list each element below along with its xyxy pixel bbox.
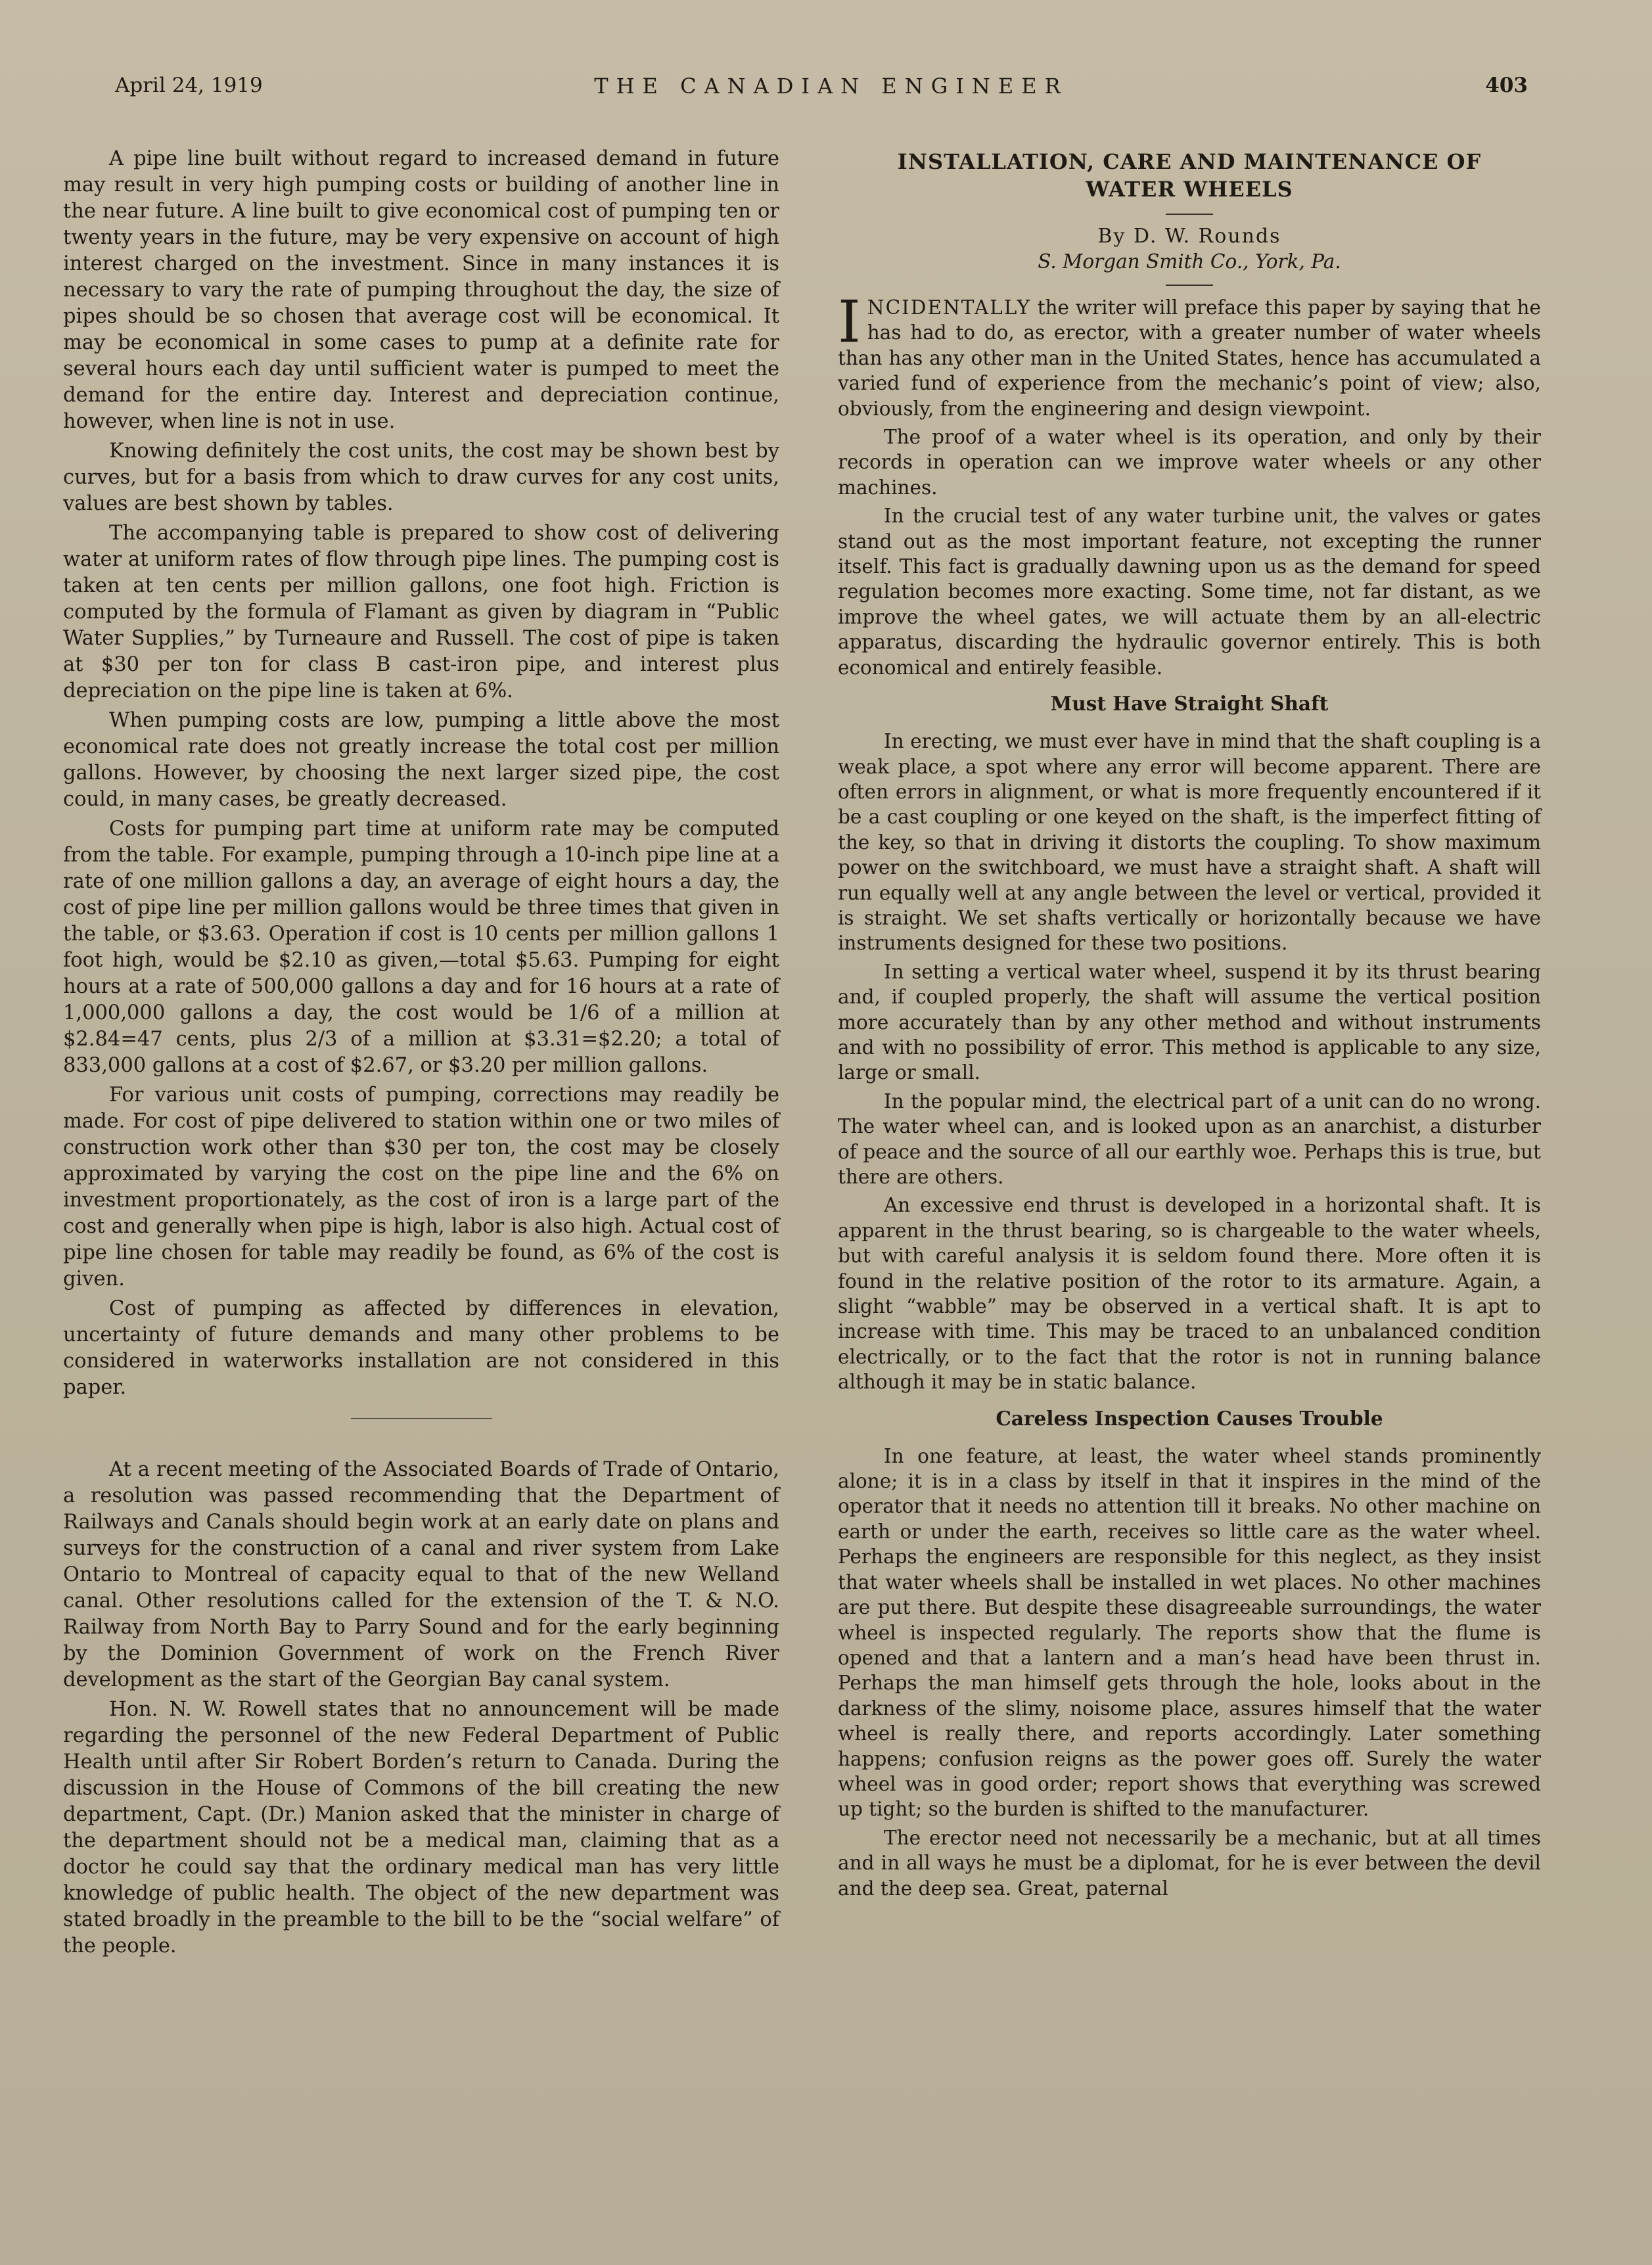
publication-title: THE CANADIAN ENGINEER <box>594 74 1068 99</box>
section-heading: Careless Inspection Causes Trouble <box>996 1406 1383 1430</box>
lead-in-caps: NCIDENTALLY <box>867 296 1031 319</box>
body-paragraph: An excessive end thrust is developed in a horizontal shaft. It is apparent in the thrust bearing, so is chargeable to the water wheels, but with careful analysis it is seldom found there. More often it is found in the relative position of the rotor to its armature. Again, a slight “wabble” may be observed in a vertical shaft. It is apt to increase with time. This may be traced to an unbalanced condition electrically, or to the fact that the rotor is not in running balance although it may be in static balance. <box>838 1194 1541 1394</box>
article-title-line-1: INSTALLATION, CARE AND MAINTENANCE OF <box>897 149 1482 174</box>
title-rule <box>1166 214 1213 215</box>
section-heading: Must Have Straight Shaft <box>1050 692 1329 716</box>
news-paragraph: At a recent meeting of the Associated Boards of Trade of Ontario, a resolution was passed recommending that the Department of Railways and Canals should begin work at an early date on plans and surveys for the construction of a canal and river system from Lake Ontario to Montreal of capacity equal to that of the new Welland canal. Other resolutions called for the extension of the T. & N.O. Railway from North Bay to Parry Sound and for the early beginning by the Dominion Government of work on the French River development as the start of the Georgian Bay canal system. <box>63 1458 779 1691</box>
left-column <box>63 146 779 1963</box>
drop-cap: I <box>838 288 861 355</box>
intro-paragraph <box>838 288 1541 421</box>
intro-text: the writer will preface this paper by saying that he has had to do, as erector, with a greater number of water wheels than has any other man in the United States, hence has accumulated a varied fund of experience from the mechanic’s point of view; also, obviously, from the engineering and design viewpoint. <box>838 296 1541 420</box>
body-paragraph: In setting a vertical water wheel, suspend it by its thrust bearing and, if coupled properly, the shaft will assume the vertical position more accurately than by any other method and without instruments and with no possibility of error. This method is applicable to any size, large or small. <box>838 960 1541 1084</box>
body-paragraph: In the popular mind, the electrical part of a unit can do no wrong. The water wheel can, and is looked upon as an anarchist, a disturber of peace and the source of all our earthly woe. Perhaps this is true, but there are others. <box>838 1089 1541 1188</box>
author-affiliation: S. Morgan Smith Co., York, Pa. <box>1038 250 1341 273</box>
page-header <box>115 74 1528 113</box>
body-paragraph: The proof of a water wheel is its operation, and only by their records in operation can we improve water wheels or any other machines. <box>838 426 1541 499</box>
body-paragraph: The accompanying table is prepared to show cost of delivering water at uniform rates of flow through pipe lines. The pumping cost is taken at ten cents per million gallons, one foot high. Friction is computed by the formula of Flamant as given by diagram in “Public Water Supplies,” by Turneaure and Russell. The cost of pipe is taken at $30 per ton for class B cast-iron pipe, and interest plus depreciation on the pipe line is taken at 6%. <box>63 522 779 702</box>
body-paragraph: The erector need not necessarily be a mechanic, but at all times and in all ways he must be a diplomat, for he is ever between the devil and the deep sea. Great, paternal <box>838 1826 1541 1900</box>
body-paragraph: Costs for pumping part time at uniform rate may be computed from the table. For example, pumping through a 10-inch pipe line at a rate of one million gallons a day, an average of eight hours a day, the cost of pipe line per million gallons would be three times that given in the table, or $3.63. Operation if cost is 10 cents per million gallons 1 foot high, would be $2.10 as given,—total $5.63. Pumping for eight hours at a rate of 500,000 gallons a day and for 16 hours at a rate of 1,000,000 gallons a day, the cost would be 1/6 of a million at $2.84=47 cents, plus 2/3 of a million at $3.31=$2.20; a total of 833,000 gallons at a cost of $2.67, or $3.20 per million gallons. <box>63 817 779 1077</box>
right-column <box>838 148 1541 1904</box>
byline-rule <box>1166 285 1213 286</box>
body-paragraph: Cost of pumping as affected by differences in elevation, uncertainty of future demands and many other problems to be considered in waterworks installation are not considered in this paper. <box>63 1297 779 1399</box>
article-title-line-2: WATER WHEELS <box>1086 177 1293 202</box>
body-paragraph: When pumping costs are low, pumping a little above the most economical rate does not greatly increase the total cost per million gallons. However, by choosing the next larger sized pipe, the cost could, in many cases, be greatly decreased. <box>63 709 779 811</box>
article-byline: By D. W. Rounds <box>1097 225 1281 248</box>
page-number: 403 <box>1485 74 1528 97</box>
body-paragraph: In erecting, we must ever have in mind that the shaft coupling is a weak place, a spot where any error will become apparent. There are often errors in alignment, or what is more frequently encountered if it be a cast coupling or one keyed on the shaft, is the imperfect fitting of the key, so that in driving it distorts the coupling. To show maximum power on the switchboard, we must have a straight shaft. A shaft will run equally well at any angle between the level or vertical, provided it is straight. We set shafts vertically or horizontally because we have instruments designed for these two positions. <box>838 730 1541 955</box>
body-paragraph: For various unit costs of pumping, corrections may readily be made. For cost of pipe delivered to station within one or two miles of construction work other than $30 per ton, the cost may be closely approximated by varying the cost on the pipe line and the 6% on investment proportionately, as the cost of iron is a large part of the cost and generally when pipe is high, labor is also high. Actual cost of pipe line chosen for table may readily be found, as 6% of the cost is given. <box>63 1084 779 1291</box>
body-paragraph: A pipe line built without regard to increased demand in future may result in very high pumping costs or building of another line in the near future. A line built to give economical cost of pumping ten or twenty years in the future, may be very expensive on account of high interest charged on the investment. Since in many instances it is necessary to vary the rate of pumping throughout the day, the size of pipes should be so chosen that average cost will be economical. It may be economical in some cases to pump at a definite rate for several hours each day until sufficient water is pumped to meet the demand for the entire day. Interest and depreciation continue, however, when line is not in use. <box>63 147 779 433</box>
body-paragraph: Knowing definitely the cost units, the cost may be shown best by curves, but for a basis from which to draw curves for any cost units, values are best shown by tables. <box>63 440 779 515</box>
body-paragraph: In one feature, at least, the water wheel stands prominently alone; it is in a class by itself in that it inspires in the mind of the operator that it needs no attention till it breaks. No other machine on earth or under the earth, receives so little care as the water wheel. Perhaps the engineers are responsible for this neglect, as they insist that water wheels shall be installed in wet places. No other machines are put there. But despite these disagreeable surroundings, the water wheel is inspected regularly. The reports show that the flume is opened and that a lantern and a man’s head have been thrust in. Perhaps the man himself gets through the hole, looks about in the darkness of the slimy, noisome place, assures himself that the water wheel is really there, and reports accordingly. Later something happens; confusion reigns as the power goes off. Surely the water wheel was in good order; report shows that everything was screwed up tight; so the burden is shifted to the manufacturer. <box>838 1444 1541 1821</box>
news-paragraph: Hon. N. W. Rowell states that no announcement will be made regarding the personnel of the new Federal Department of Public Health until after Sir Robert Borden’s return to Canada. During the discussion in the House of Commons of the bill creating the new department, Capt. (Dr.) Manion asked that the minister in charge of the department should not be a medical man, claiming that as a doctor he could say that the ordinary medical man has very little knowledge of public health. The object of the new department was stated broadly in the preamble to the bill to be the “social welfare” of the people. <box>63 1698 779 1957</box>
issue-date: April 24, 1919 <box>115 74 263 97</box>
body-paragraph: In the crucial test of any water turbine unit, the valves or gates stand out as the most important feature, not excepting the runner itself. This fact is gradually dawning upon us as the demand for speed regulation becomes more exacting. Some time, not far distant, as we improve the wheel gates, we will actuate them by an all-electric apparatus, discarding the hydraulic governor entirely. This is both economical and entirely feasible. <box>838 505 1541 679</box>
section-divider <box>351 1418 492 1419</box>
